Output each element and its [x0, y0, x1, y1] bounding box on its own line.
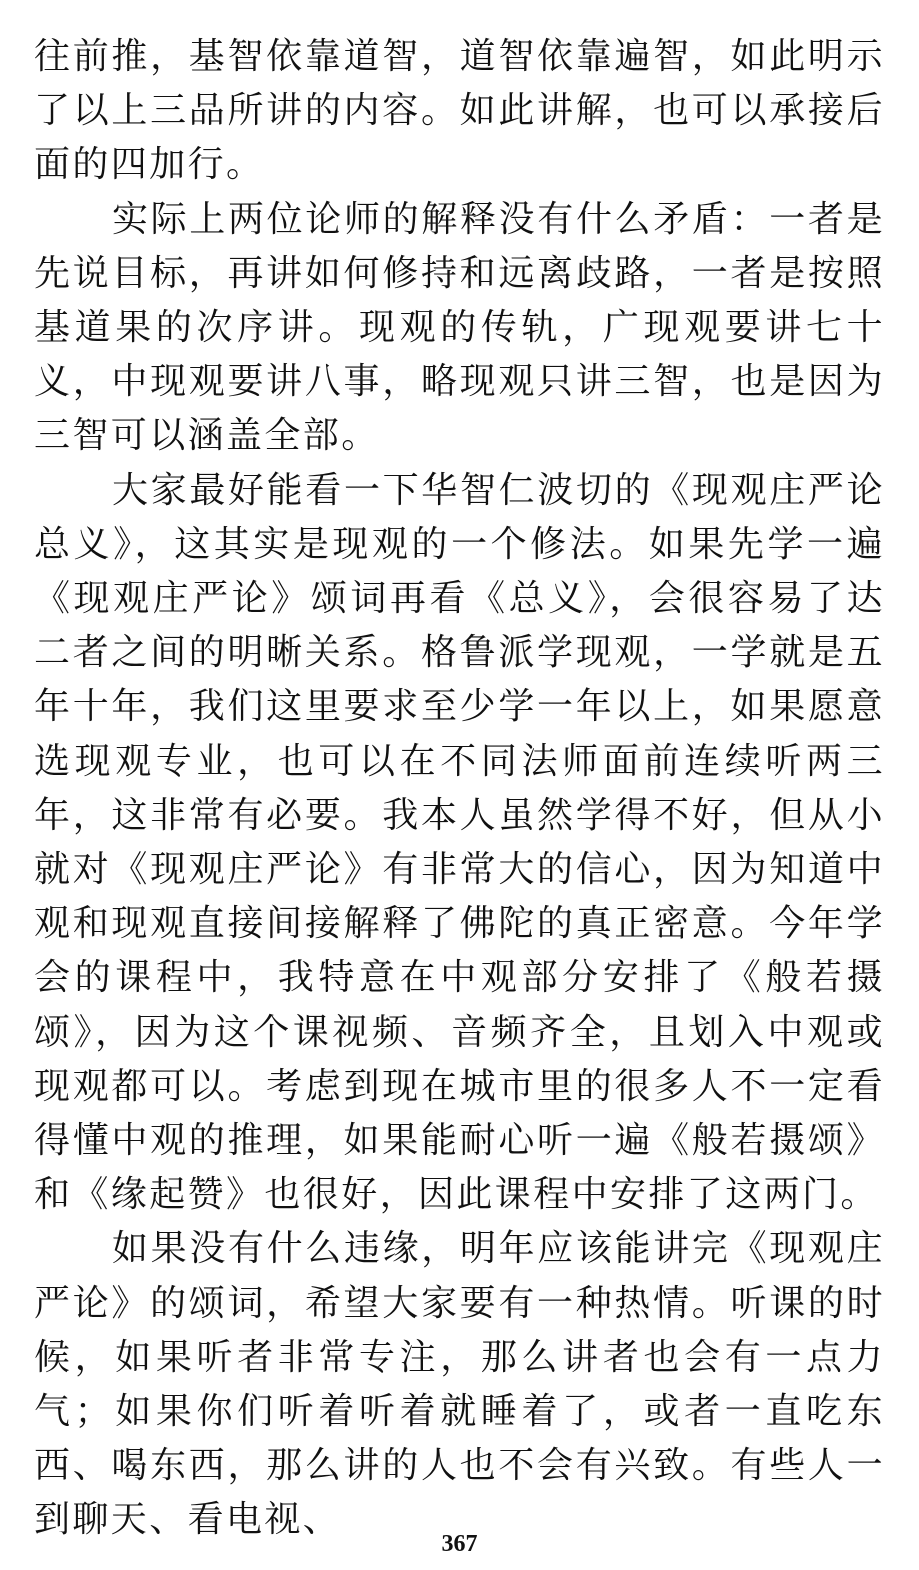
- book-page: [34, 0, 885, 1570]
- paragraph-continued: 往前推，基智依靠道智，道智依靠遍智，如此明示了以上三品所讲的内容。如此讲解，也可以承接后面的四加行。: [34, 36, 885, 186]
- body-text: [34, 30, 885, 1548]
- paragraph: 如果没有什么违缘，明年应该能讲完《现观庄严论》的颂词，希望大家要有一种热情。听课的时候，如果听者非常专注，那么讲者也会有一点力气；如果你们听着听着就睡着了，或者一直吃东西、喝东西，那么讲的人也不会有兴致。有些人一到聊天、看电视、: [34, 1228, 885, 1541]
- paragraph: 大家最好能看一下华智仁波切的《现观庄严论总义》，这其实是现观的一个修法。如果先学一遍《现观庄严论》颂词再看《总义》，会很容易了达二者之间的明晰关系。格鲁派学现观，一学就是五年十年，我们这里要求至少学一年以上，如果愿意选现观专业，也可以在不同法师面前连续听两三年，这非常有必要。我本人虽然学得不好，但从小就对《现观庄严论》有非常大的信心，因为知道中观和现观直接间接解释了佛陀的真正密意。今年学会的课程中，我特意在中观部分安排了《般若摄颂》，因为这个课视频、音频齐全，且划入中观或现观都可以。考虑到现在城市里的很多人不一定看得懂中观的推理，如果能耐心听一遍《般若摄颂》和《缘起赞》也很好，因此课程中安排了这两门。: [34, 469, 885, 1216]
- paragraph: 实际上两位论师的解释没有什么矛盾：一者是先说目标，再讲如何修持和远离歧路，一者是按照基道果的次序讲。现观的传轨，广现观要讲七十义，中现观要讲八事，略现观只讲三智，也是因为三智可以涵盖全部。: [34, 198, 885, 457]
- page-number: 367: [441, 1531, 478, 1557]
